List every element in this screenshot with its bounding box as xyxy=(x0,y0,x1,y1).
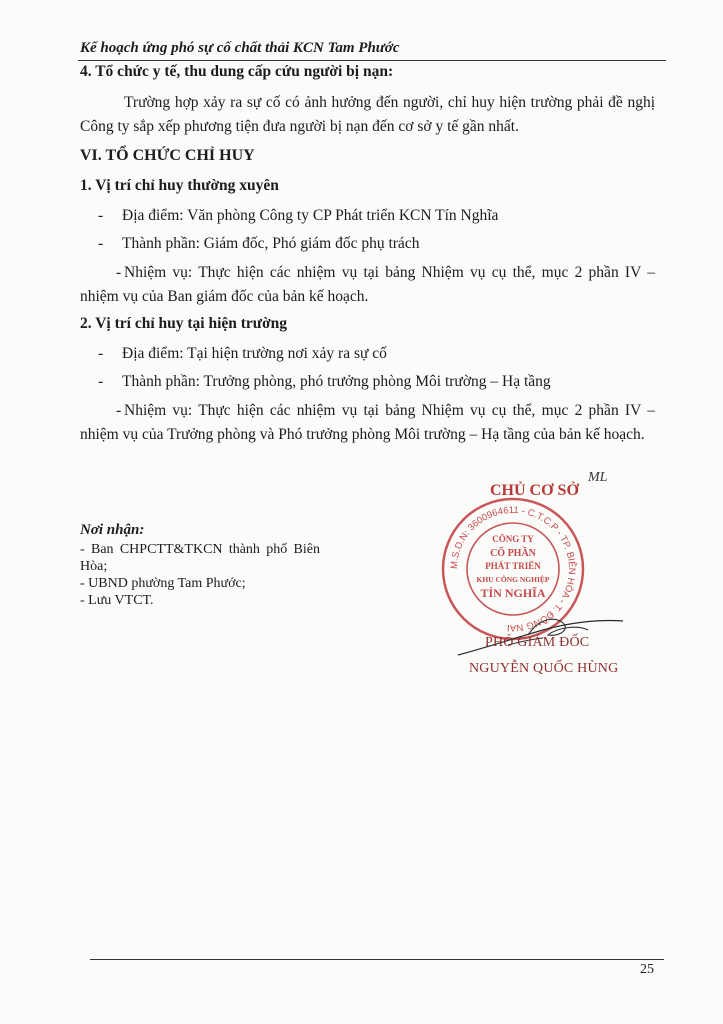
bullet-text: Thành phần: Giám đốc, Phó giám đốc phụ trách xyxy=(122,235,420,252)
signer-role: PHÓ GIÁM ĐỐC xyxy=(485,635,590,650)
seal-line: CỔ PHẦN xyxy=(490,548,536,559)
handwritten-signature xyxy=(448,575,658,665)
subsection-1-duty: - Nhiệm vụ: Thực hiện các nhiệm vụ tại bảng Nhiệm vụ cụ thể, mục 2 phần IV – nhiệm vụ của Ban giám đốc của bản kế hoạch. xyxy=(80,264,655,305)
subsection-2-heading: 2. Vị trí chỉ huy tại hiện trường xyxy=(80,315,288,332)
subsection-2-duty: - Nhiệm vụ: Thực hiện các nhiệm vụ tại bảng Nhiệm vụ cụ thể, mục 2 phần IV – nhiệm vụ của Trưởng phòng và Phó trưởng phòng Môi trường – Hạ tầng của bản kế hoạch. xyxy=(80,402,655,443)
bullet-text: Địa điểm: Tại hiện trường nơi xảy ra sự cố xyxy=(122,345,387,362)
bullet-text: Nhiệm vụ: Thực hiện các nhiệm vụ tại bảng Nhiệm vụ cụ thể, mục 2 phần IV – nhiệm vụ của Ban giám đốc của bản kế hoạch. xyxy=(80,264,655,305)
footer-divider xyxy=(90,959,664,960)
subsection-2-location: - Địa điểm: Tại hiện trường nơi xảy ra sự cố xyxy=(98,345,387,362)
section-6-heading: VI. TỔ CHỨC CHỈ HUY xyxy=(80,147,255,164)
bullet-text: Địa điểm: Văn phòng Công ty CP Phát triển KCN Tín Nghĩa xyxy=(122,207,499,224)
recipient-item: - Lưu VTCT. xyxy=(80,593,154,608)
seal-line: PHÁT TRIỂN xyxy=(485,561,541,571)
signature-title: CHỦ CƠ SỞ xyxy=(490,482,579,499)
running-header: Kế hoạch ứng phó sự cố chất thải KCN Tam Phước xyxy=(80,40,400,56)
bullet-text: Nhiệm vụ: Thực hiện các nhiệm vụ tại bảng Nhiệm vụ cụ thể, mục 2 phần IV – nhiệm vụ của Trưởng phòng và Phó trưởng phòng Môi trường – Hạ tầng của bản kế hoạch. xyxy=(80,402,655,443)
initials-mark: ML xyxy=(588,470,608,485)
seal-ring-text: M.S.D.N: 3600964611 - C.T.C.P - TP. BIÊN HÒA - T. ĐỒNG NAI xyxy=(448,504,578,634)
seal-line: CÔNG TY xyxy=(492,534,534,544)
subsection-2-members: - Thành phần: Trưởng phòng, phó trưởng phòng Môi trường – Hạ tầng xyxy=(98,373,551,390)
recipient-item: - UBND phường Tam Phước; xyxy=(80,576,246,591)
bullet-text: Thành phần: Trưởng phòng, phó trưởng phòng Môi trường – Hạ tầng xyxy=(122,373,551,390)
seal-line: KHU CÔNG NGHIỆP xyxy=(476,575,550,584)
subsection-1-members: - Thành phần: Giám đốc, Phó giám đốc phụ trách xyxy=(98,235,420,252)
signer-name: NGUYỄN QUỐC HÙNG xyxy=(469,661,619,676)
recipients-title: Nơi nhận: xyxy=(80,522,145,538)
section-4-paragraph: Trường hợp xảy ra sự cố có ảnh hưởng đến người, chỉ huy hiện trường phải đề nghị Công ty sắp xếp phương tiện đưa người bị nạn đến cơ sở y tế gần nhất. xyxy=(80,94,655,135)
section-4-heading: 4. Tổ chức y tế, thu dung cấp cứu người bị nạn: xyxy=(80,63,394,80)
recipient-item: - Ban CHPCTT&TKCN thành phố Biên Hòa; xyxy=(80,542,320,574)
seal-line: TÍN NGHĨA xyxy=(480,586,546,600)
recipients-block xyxy=(80,522,320,609)
header-divider xyxy=(78,60,666,61)
subsection-1-heading: 1. Vị trí chỉ huy thường xuyên xyxy=(80,177,279,194)
page-number: 25 xyxy=(640,962,654,977)
subsection-1-location: - Địa điểm: Văn phòng Công ty CP Phát triển KCN Tín Nghĩa xyxy=(98,207,499,224)
